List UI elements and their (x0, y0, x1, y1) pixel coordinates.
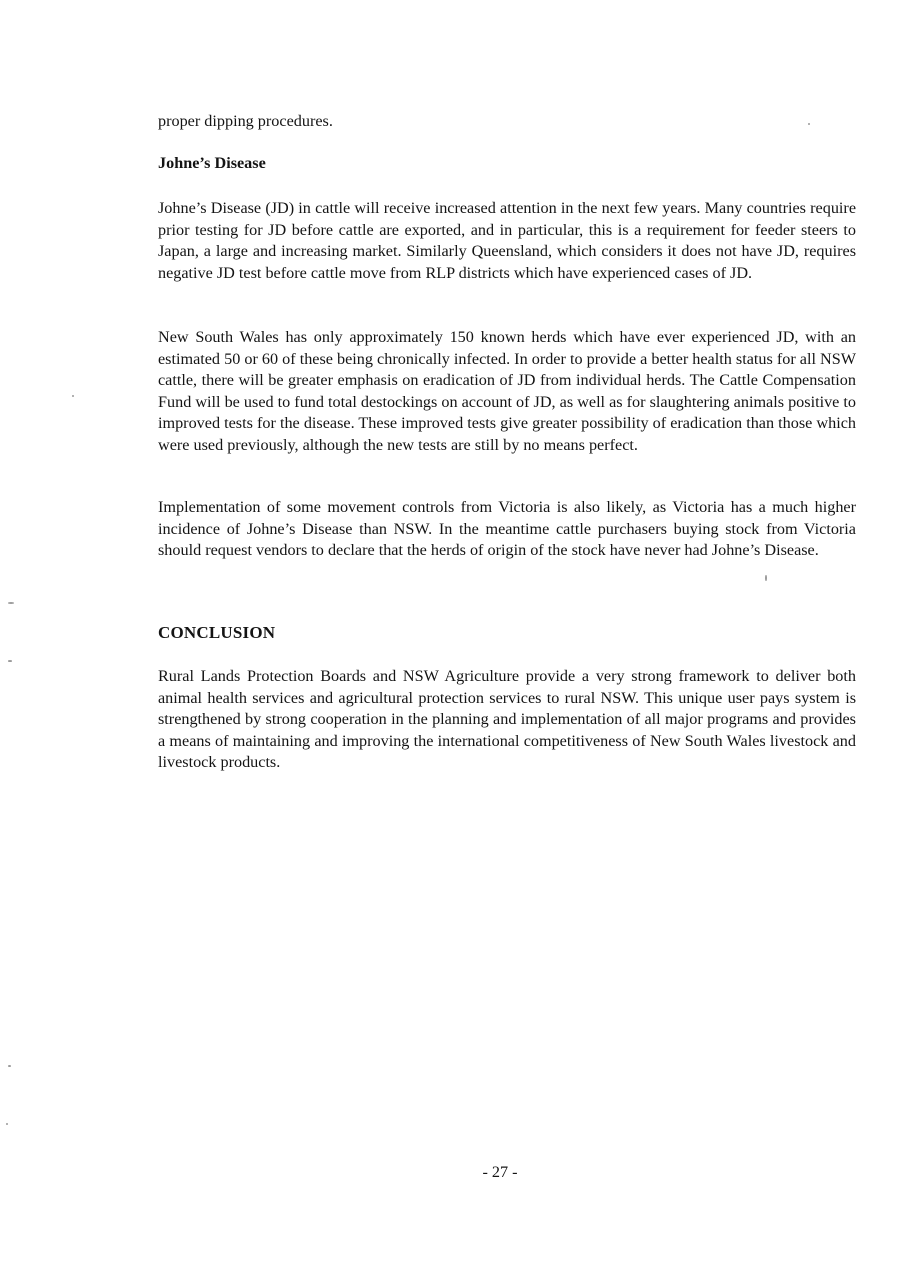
scan-speck (8, 602, 14, 604)
scan-speck (8, 1065, 11, 1067)
page-number: - 27 - (482, 1163, 518, 1181)
jd-paragraph-1: Johne’s Disease (JD) in cattle will receive increased attention in the next few years. Many countries require prior testing for JD before cattle are exported, and in particular, this is a requirement for feeder steers to Japan, a large and increasing market. Similarly Queensland, which considers it does not have JD, requires negative JD test before cattle move from RLP districts which have experienced cases of JD. (158, 199, 856, 282)
conclusion-paragraph: Rural Lands Protection Boards and NSW Agriculture provide a very strong framework to deliver both animal health services and agricultural protection services to rural NSW. This unique user pays system is strengthened by strong cooperation in the planning and implementation of all major programs and provides a means of maintaining and improving the international competitiveness of New South Wales livestock and livestock products. (158, 667, 856, 771)
scan-speck (6, 1123, 8, 1125)
intro-fragment: proper dipping procedures. (158, 112, 333, 130)
heading-conclusion: CONCLUSION (158, 623, 276, 642)
jd-paragraph-3: Implementation of some movement controls from Victoria is also likely, as Victoria has a much higher incidence of Johne’s Disease than NSW. In the meantime cattle purchasers buying stock from Victoria should request vendors to declare that the herds of origin of the stock have never had Johne’s Disease. (158, 498, 856, 559)
jd-paragraph-2: New South Wales has only approximately 150 known herds which have ever experienced JD, with an estimated 50 or 60 of these being chronically infected. In order to provide a better health status for all NSW cattle, there will be greater emphasis on eradication of JD from individual herds. The Cattle Compensation Fund will be used to fund total destockings on account of JD, as well as for slaughtering animals positive to improved tests for the disease. These improved tests give greater possibility of eradication than those which were used previously, although the new tests are still by no means perfect. (158, 328, 856, 454)
heading-johnes-disease: Johne’s Disease (158, 154, 266, 172)
scan-speck (8, 660, 12, 662)
scan-speck (72, 395, 74, 397)
scan-speck (765, 575, 767, 581)
scan-speck (808, 123, 810, 125)
